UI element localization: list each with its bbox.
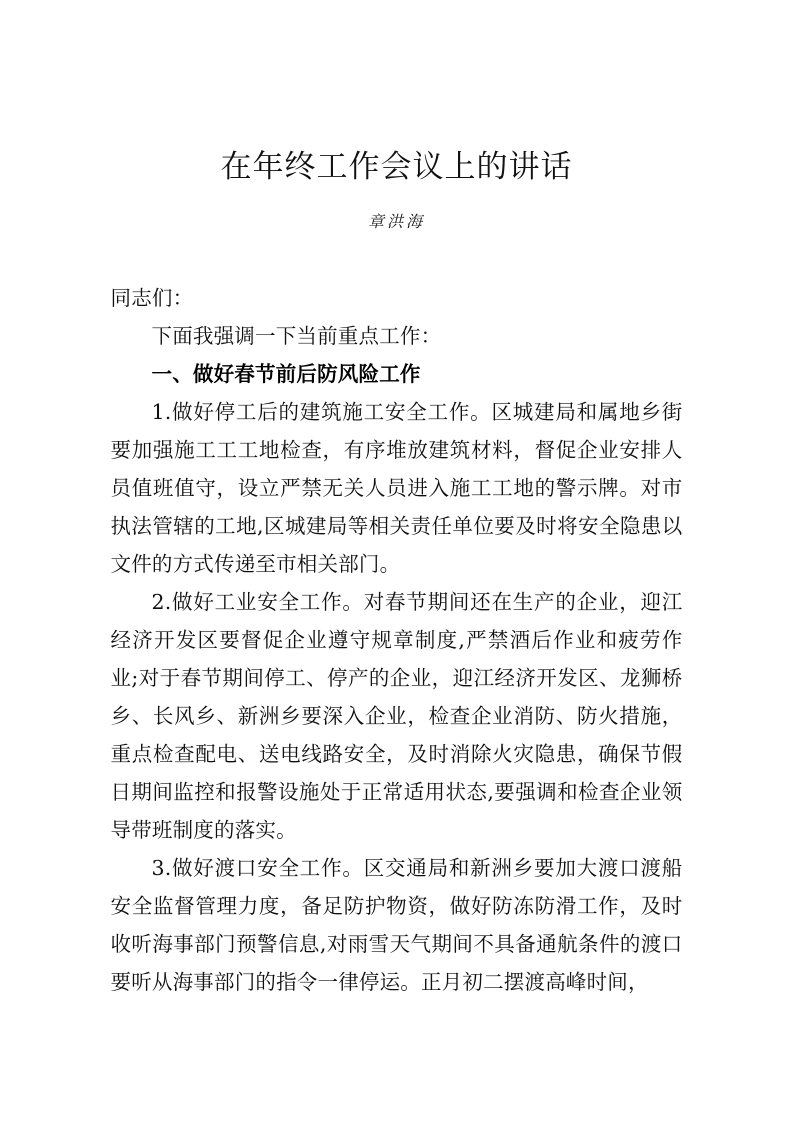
body-paragraph-2: 2.做好工业安全工作。对春节期间还在生产的企业，迎江经济开发区要督促企业遵守规章制度,严禁酒后作业和疲劳作业;对于春节期间停工、停产的企业，迎江经济开发区、龙狮桥乡、长风乡、新洲乡要深入企业，检查企业消防、防火措施，重点检查配电、送电线路安全，及时消除火灾隐患，确保节假日期间监控和报警设施处于正常适用状态,要强调和检查企业领导带班制度的落实。 bbox=[110, 590, 683, 842]
document-author: 章洪海 bbox=[367, 212, 425, 231]
page-title: 在年终工作会议上的讲话 bbox=[220, 149, 573, 185]
document-body bbox=[111, 233, 683, 1001]
page-header-margin bbox=[0, 0, 793, 145]
salutation-line: 同志们： bbox=[110, 286, 194, 310]
body-paragraph-1: 1.做好停工后的建筑施工安全工作。区城建局和属地乡街要加强施工工工地检查，有序堆放建筑材料，督促企业安排人员值班值守，设立严禁无关人员进入施工工地的警示牌。对市执法管辖的工地,区城建局等相关责任单位要及时将安全隐患以文件的方式传递至市相关部门。 bbox=[110, 400, 683, 576]
body-paragraph-3: 3.做好渡口安全工作。区交通局和新洲乡要加大渡口渡船安全监督管理力度，备足防护物资，做好防冻防滑工作，及时收听海事部门预警信息,对雨雪天气期间不具备通航条件的渡口要听从海事部门的指令一律停运。正月初二摆渡高峰时间， bbox=[110, 856, 683, 994]
section-heading-1: 一、做好春节前后防风险工作 bbox=[151, 362, 421, 386]
intro-line: 下面我强调一下当前重点工作： bbox=[151, 324, 442, 348]
